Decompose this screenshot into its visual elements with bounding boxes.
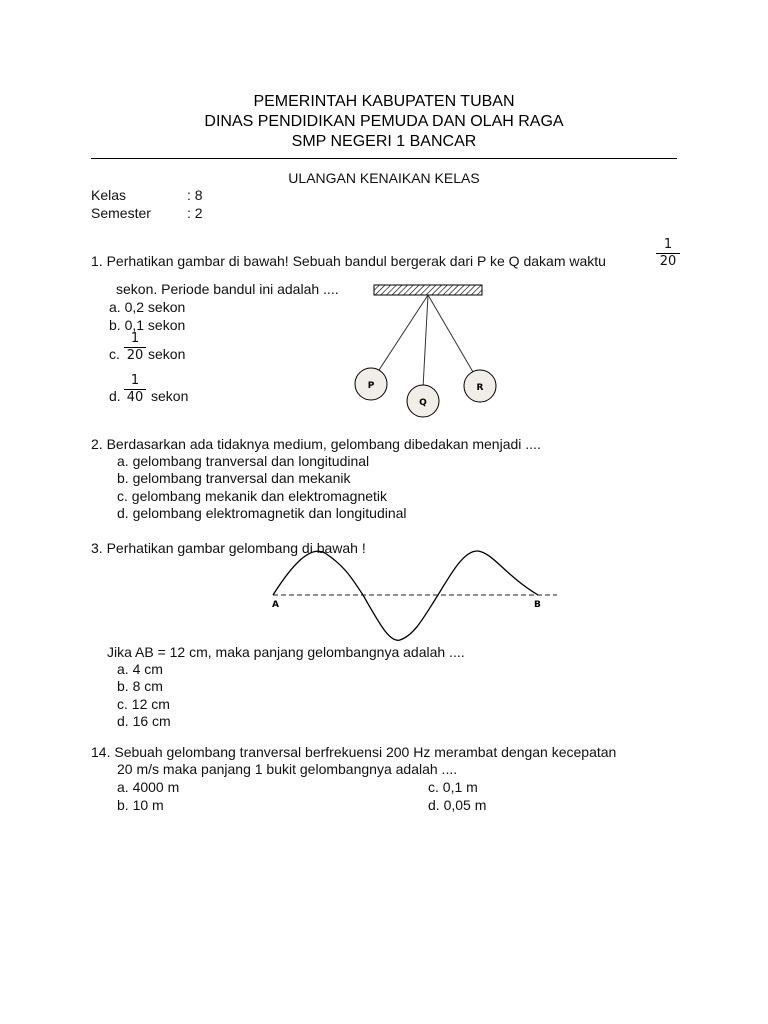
kelas-label: Kelas — [91, 187, 127, 203]
header-line-3: SMP NEGERI 1 BANCAR — [291, 133, 477, 150]
q14-option-c: c. 0,1 m — [428, 779, 478, 795]
q1-frac-num: 1 — [663, 237, 673, 252]
exam-title: ULANGAN KENAIKAN KELAS — [288, 170, 480, 186]
semester-value: : 2 — [187, 205, 203, 221]
wave-label-a: A — [272, 600, 279, 610]
label-p: P — [367, 381, 375, 391]
q1-option-b: b. 0,1 sekon — [109, 317, 186, 333]
q1-text-2: sekon. Periode bandul ini adalah .... — [116, 281, 339, 297]
q2-option-c: c. gelombang mekanik dan elektromagnetik — [117, 488, 388, 504]
q3-option-c: c. 12 cm — [117, 696, 170, 712]
q2-option-d: d. gelombang elektromagnetik dan longitudinal — [117, 505, 407, 521]
q3-option-a: a. 4 cm — [117, 661, 163, 677]
string-r — [428, 295, 473, 372]
q2-option-b: b. gelombang tranversal dan mekanik — [117, 470, 351, 486]
q1-option-c-fraction — [124, 332, 146, 362]
q1-option-c-suffix: sekon — [148, 346, 186, 362]
string-q — [423, 295, 428, 388]
q14-option-a: a. 4000 m — [117, 779, 180, 795]
q1-option-d-prefix: d. — [109, 388, 121, 404]
q1-option-c-prefix: c. — [109, 346, 120, 362]
kelas-value: : 8 — [187, 187, 203, 203]
q14-text: 14. Sebuah gelombang tranversal berfrekuensi 200 Hz merambat dengan kecepatan — [91, 744, 617, 760]
pendulum-diagram — [350, 280, 510, 425]
q14-option-b: b. 10 m — [117, 797, 164, 813]
q14-text-2: 20 m/s maka panjang 1 bukit gelombangnya adalah .... — [117, 761, 458, 777]
string-p — [379, 295, 428, 370]
q1-d-den: 40 — [126, 390, 144, 405]
header-divider — [91, 158, 677, 159]
wave-curve — [273, 551, 538, 640]
header-line-1: PEMERINTAH KABUPATEN TUBAN — [253, 93, 515, 110]
q14-option-d: d. 0,05 m — [428, 797, 487, 813]
q3-option-d: d. 16 cm — [117, 713, 171, 729]
header-line-2: DINAS PENDIDIKAN PEMUDA DAN OLAH RAGA — [204, 113, 564, 130]
q3-option-b: b. 8 cm — [117, 678, 163, 694]
q2-option-a: a. gelombang tranversal dan longitudinal — [117, 453, 370, 469]
q2-text: 2. Berdasarkan ada tidaknya medium, gelombang dibedakan menjadi .... — [91, 436, 541, 452]
q1-c-den: 20 — [126, 348, 144, 363]
wave-diagram — [265, 545, 565, 645]
label-q: Q — [419, 398, 427, 408]
q3-text: 3. Perhatikan gambar gelombang di bawah ! — [91, 540, 366, 556]
semester-label: Semester — [91, 205, 151, 221]
label-r: R — [476, 383, 484, 393]
q1-fraction — [656, 238, 680, 268]
pendulum-support — [374, 285, 482, 295]
q1-d-num: 1 — [130, 373, 140, 388]
q1-option-d-suffix: sekon — [151, 388, 189, 404]
q1-text: 1. Perhatikan gambar di bawah! Sebuah bandul bergerak dari P ke Q dakam waktu — [91, 253, 606, 269]
wave-label-b: B — [534, 600, 541, 610]
q1-frac-den: 20 — [659, 254, 677, 269]
q1-option-a: a. 0,2 sekon — [109, 299, 186, 315]
q1-c-num: 1 — [130, 331, 140, 346]
q1-option-d-fraction — [124, 374, 146, 404]
q3-text-2: Jika AB = 12 cm, maka panjang gelombangnya adalah .... — [107, 644, 465, 660]
